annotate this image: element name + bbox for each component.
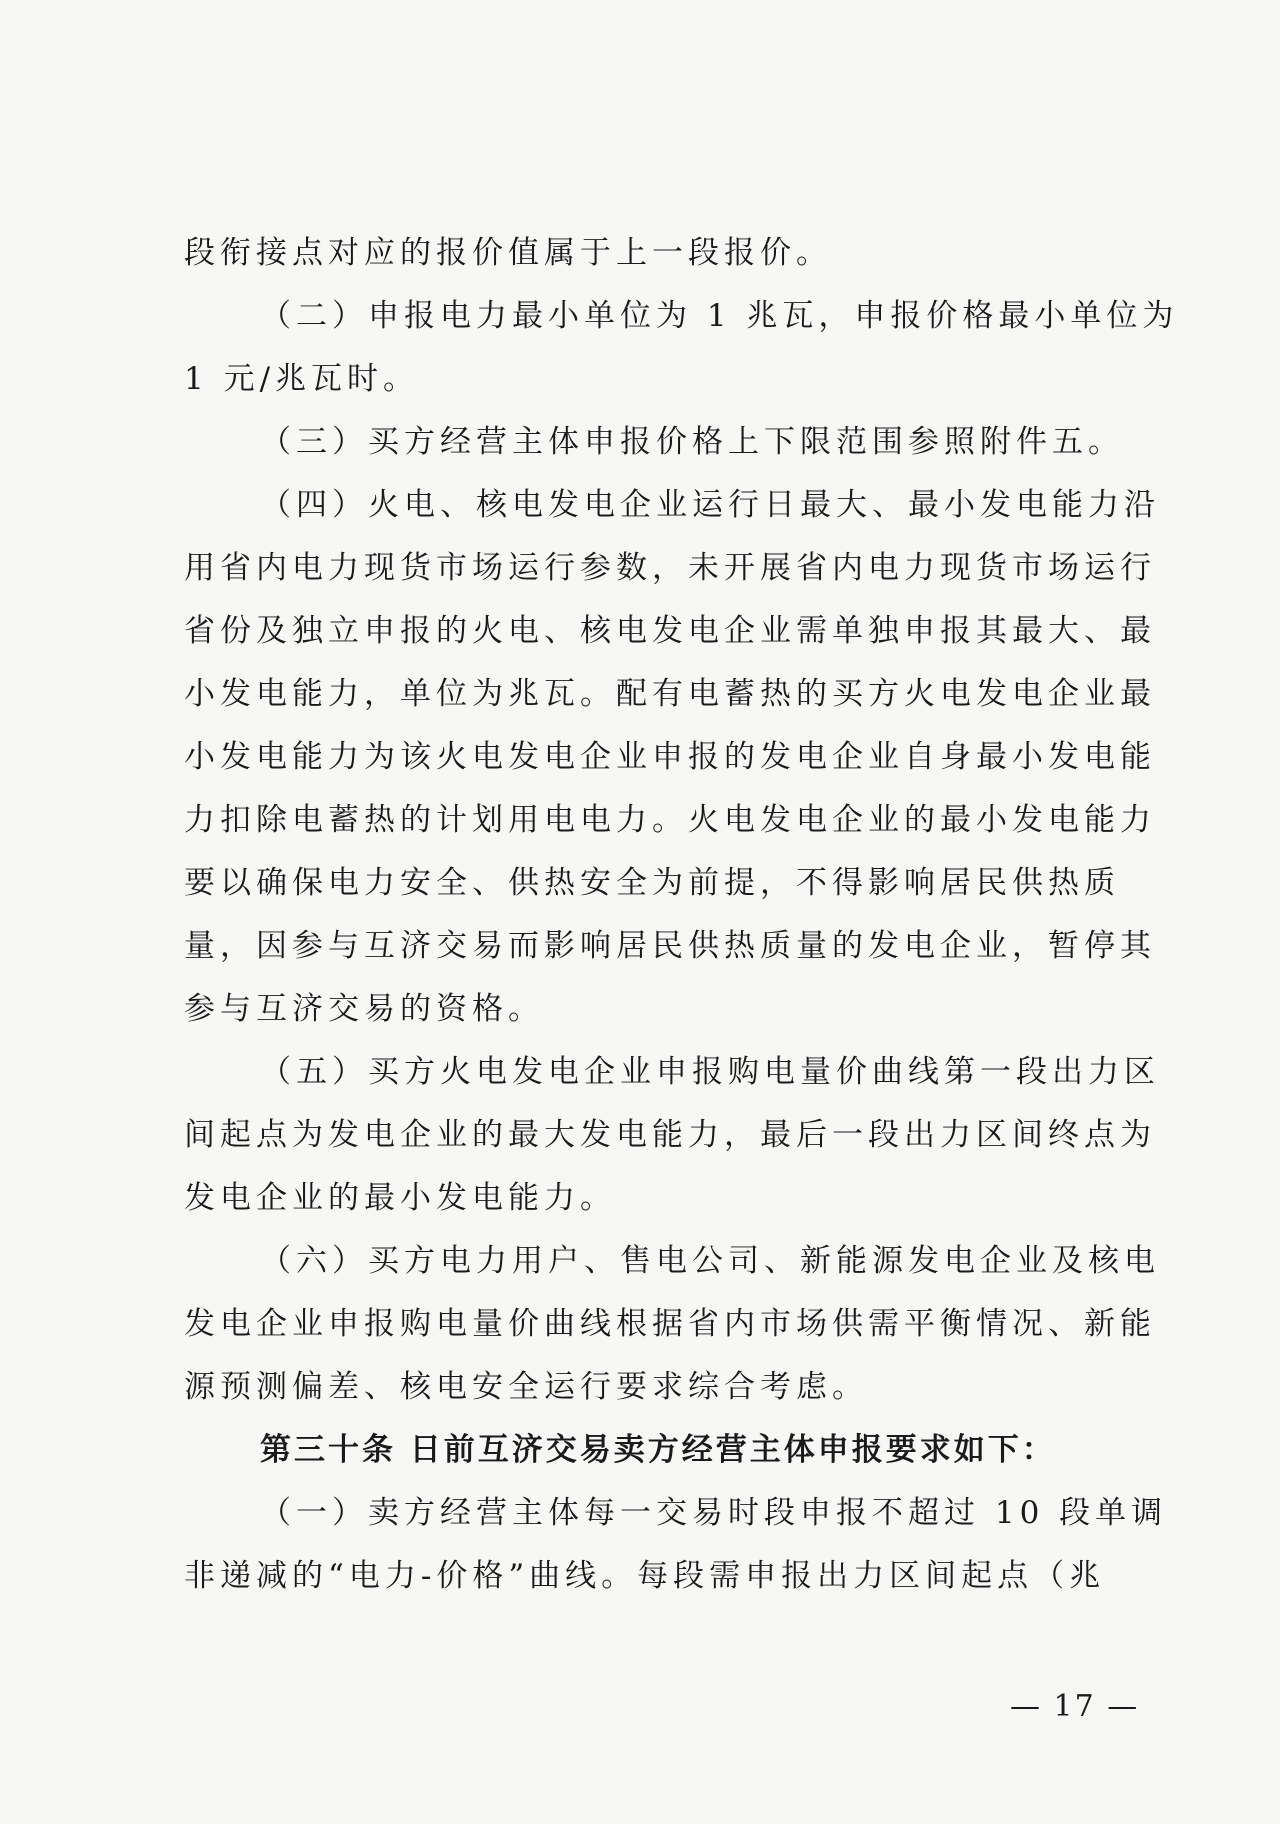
- document-body: [184, 222, 1179, 1608]
- text-line: 力扣除电蓄热的计划用电电力。火电发电企业的最小发电能力: [184, 802, 1156, 838]
- text-line: 要以确保电力安全、供热安全为前提，不得影响居民供热质: [184, 865, 1120, 901]
- text-line: （六）买方电力用户、售电公司、新能源发电企业及核电: [260, 1243, 1160, 1279]
- text-line: 间起点为发电企业的最大发电能力，最后一段出力区间终点为: [184, 1117, 1156, 1153]
- text-line: 段衔接点对应的报价值属于上一段报价。: [184, 235, 832, 271]
- text-line: 非递减的“电力-价格”曲线。每段需申报出力区间起点（兆: [184, 1558, 1106, 1594]
- text-line: 量，因参与互济交易而影响居民供热质量的发电企业，暂停其: [184, 928, 1156, 964]
- text-line: 发电企业申报购电量价曲线根据省内市场供需平衡情况、新能: [184, 1306, 1156, 1342]
- text-line: 发电企业的最小发电能力。: [184, 1180, 616, 1216]
- text-line: （一）卖方经营主体每一交易时段申报不超过 10 段单调: [260, 1495, 1168, 1531]
- page-number: — 17 —: [1010, 1689, 1140, 1724]
- text-line: 小发电能力，单位为兆瓦。配有电蓄热的买方火电发电企业最: [184, 676, 1156, 712]
- text-line: （三）买方经营主体申报价格上下限范围参照附件五。: [260, 424, 1124, 460]
- article-heading-line: 第三十条 日前互济交易卖方经营主体申报要求如下：: [260, 1432, 1056, 1468]
- text-line: 1 元/兆瓦时。: [184, 361, 420, 397]
- text-line: （二）申报电力最小单位为 1 兆瓦，申报价格最小单位为: [260, 298, 1179, 334]
- text-line: 小发电能力为该火电发电企业申报的发电企业自身最小发电能: [184, 739, 1156, 775]
- text-line: （四）火电、核电发电企业运行日最大、最小发电能力沿: [260, 487, 1160, 523]
- text-line: 源预测偏差、核电安全运行要求综合考虑。: [184, 1369, 868, 1405]
- text-line: （五）买方火电发电企业申报购电量价曲线第一段出力区: [260, 1054, 1160, 1090]
- text-line: 用省内电力现货市场运行参数，未开展省内电力现货市场运行: [184, 550, 1156, 586]
- text-line: 参与互济交易的资格。: [184, 991, 544, 1027]
- text-line: 省份及独立申报的火电、核电发电企业需单独申报其最大、最: [184, 613, 1156, 649]
